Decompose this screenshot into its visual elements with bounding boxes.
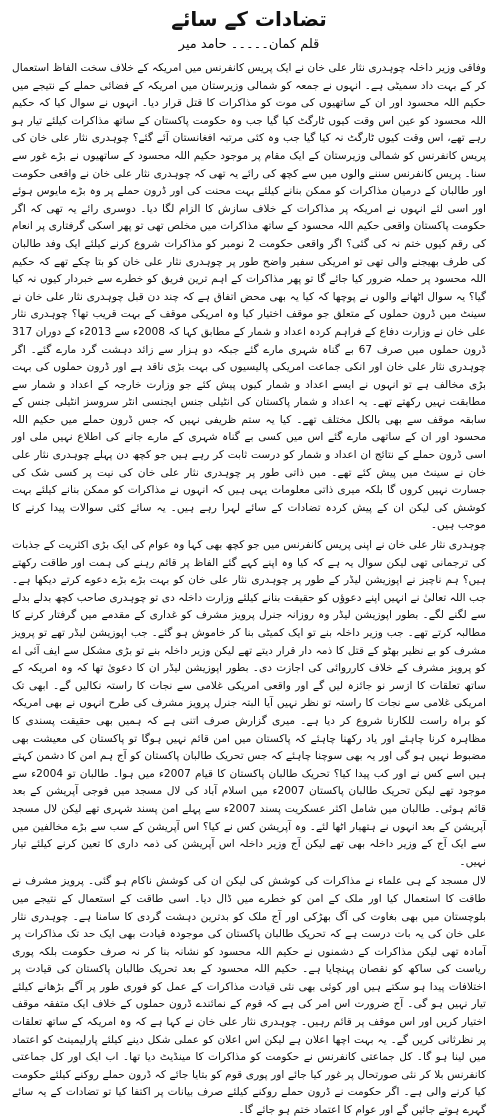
column-body [12, 60, 486, 1120]
column-title: تضادات کے سائے [171, 7, 327, 31]
paragraph-1: وفاقی وزیر داخلہ چوہدری نثار علی خان نے ایک پریس کانفرنس میں امریکہ کے خلاف سخت الفاظ استعمال کر کے بہت داد سمیٹی ہے۔ انہوں نے جمعہ کو شمالی وزیرستان میں امریکہ کے فضائی حملے کے نتیجے میں حکیم اللہ محسود اور ان کے ساتھیوں کی موت کو مذاکرات کا قتل قرار دیا۔ انہوں نے سوال کیا کہ حکیم اللہ محسود کو عین اس وقت کیوں ٹارگٹ کیا گیا جب وہ حکومت پاکستان کے ساتھ مذاکرات کیلئے تیار ہو رہے تھے، اس وقت کیوں ٹارگٹ نہ کیا گیا جب وہ کئی مرتبہ افغانستان آئے گئے؟ چوہدری نثار علی خان کی پریس کانفرنس کو شمالی وزیرستان کے ایک مقام پر موجود حکیم اللہ محسود کے ساتھیوں نے بڑے غور سے سنا۔ پریس کانفرنس سننے والوں میں سے کچھ کی رائے یہ تھی کہ چوہدری نثار علی خان نے واقعی حکومت اور طالبان کے درمیان مذاکرات کو ممکن بنانے کیلئے بہت محنت کی اور ڈرون حملے پر وہ بڑے مایوس ہوئے اور اسی لئے انہوں نے امریکہ پر مذاکرات کے خلاف سازش کا الزام لگا دیا۔ دوسری رائے یہ تھی کہ اگر حکومت پاکستان واقعی حکیم اللہ محسود کے ساتھ مذاکرات میں مخلص تھی تو پھر اسکی گرفتاری پر انعام کی رقم کیوں ختم نہ کی گئی؟ اگر واقعی حکومت 2 نومبر کو مذاکرات شروع کرنے کیلئے ایک وفد طالبان کی طرف بھیجنے والی تھی تو امریکی سفیر واضح طور پر چوہدری نثار علی خان کو بتا چکے تھے کہ حکیم اللہ محسود پر حملہ ضرور کیا جائے گا تو پھر مذاکرات کے اہم ترین فریق کو خطرے سے خبردار کیوں نہ کیا گیا؟ یہ سوال اٹھانے والوں نے پوچھا کہ کیا یہ بھی محض اتفاق ہے کہ چند دن قبل چوہدری نثار علی خان نے سینٹ میں ڈرون حملوں کے متعلق جو موقف اختیار کیا وہ امریکی موقف کے بہت قریب تھا؟ چوہدری نثار علی خان نے وزارت دفاع کے فراہم کردہ اعداد و شمار کے مطابق کہا کہ 2008ء سے 2013ء کے دوران 317 ڈرون حملوں میں صرف 67 بے گناہ شہری مارے گئے جبکہ دو ہزار سے زائد دہشت گرد مارے گئے۔ اگر چوہدری نثار علی خان اور انکی جماعت امریکی پالیسیوں کی بہت بڑی ناقد ہے اور ڈرون حملوں کی بہت بڑی مخالف ہے تو انہوں نے ایسے اعداد و شمار کیوں پیش کئے جو وزارت خارجہ کے اعداد و شمار سے مطابقت نہیں رکھتے تھے۔ یہ اعداد و شمار پاکستان کی انٹیلی جنس ایجنسی انٹر سروسز انٹیلی جنس کے سابقہ موقف سے بھی بالکل مختلف تھے۔ کیا یہ ستم ظریفی نہیں کہ جس ڈرون حملے میں حکیم اللہ محسود اور ان کے ساتھی مارے گئے اس میں کسی بے گناہ شہری کے مارے جانے کی اطلاع نہیں ملی اور اسی ڈرون حملے کے نتائج ان اعداد و شمار کو درست ثابت کر رہے ہیں جو کچھ دن پہلے چوہدری نثار علی خان نے سینٹ میں پیش کئے تھے۔ میں ذاتی طور پر چوہدری نثار علی خان کی نیت پر کسی شک کی جسارت نہیں کروں گا بلکہ میری ذاتی معلومات یہی ہیں کہ انہوں نے مذاکرات کو ممکن بنانے کیلئے بہت کوشش کی لیکن ان کے پیش کردہ تضادات کے سائے لہرا رہے ہیں۔ یہ سائے کئی سوالات پیدا کرنے کا موجب ہیں۔ [12, 62, 487, 532]
column-byline: قلم کمان۔۔۔۔۔ حامد میر [178, 37, 320, 52]
paragraph-2: چوہدری نثار علی خان نے اپنی پریس کانفرنس میں جو کچھ بھی کہا وہ عوام کی ایک بڑی اکثریت کے جذبات کی ترجمانی تھی لیکن سوال یہ ہے کہ کیا وہ اپنے کہے گئے الفاظ پر قائم رہنے کی ہمت اور طاقت رکھتے ہیں؟ ہم ناچیز نے اپوزیشن لیڈر کے طور پر چوہدری نثار علی خان کو بہت بڑے بڑے دعوے کرتے دیکھا ہے۔ جب اللہ تعالیٰ نے انہیں اپنے دعوؤں کو حقیقت بنانے کیلئے وزارت داخلہ دی تو چوہدری صاحب کچھ بدلے بدلے سے لگنے لگے۔ بطور اپوزیشن لیڈر وہ روزانہ جنرل پرویز مشرف کو غداری کے مقدمے میں گرفتار کرنے کا مطالبہ کرتے تھے۔ جب وزیر داخلہ بنے تو ایک کمیٹی بنا کر خاموش ہو گئے۔ جب اپوزیشن لیڈر تھے تو پرویز مشرف کو بے نظیر بھٹو کے قتل کا ذمہ دار قرار دیتے تھے لیکن وزیر داخلہ بنے تو بڑی مشکل سے ایف آئی اے کو پرویز مشرف کے خلاف کارروائی کی اجازت دی۔ بطور اپوزیشن لیڈر ان کا دعویٰ تھا کہ وہ امریکہ کے ساتھ تعلقات کا ازسر نو جائزہ لیں گے اور واقعی امریکی غلامی سے نجات کا راستہ نکالیں گے۔ ابھی تک امریکی غلامی سے نجات کا راستہ تو نظر نہیں آیا البتہ جنرل پرویز مشرف کی طرح انہوں نے بھی امریکہ کو براہ راست للکارنا شروع کر دیا ہے۔ میری گزارش صرف اتنی ہے کہ ہمیں بھی حقیقت پسندی کا مظاہرہ کرنا چاہئے اور یاد رکھنا چاہئے کہ پاکستان میں امن قائم نہیں ہوگا تو پاکستان کی معیشت بھی مضبوط نہیں ہو گی اور یہ بھی سوچنا چاہئے کہ جس تحریک طالبان پاکستان کو آج ہم امن کا دشمن کہتے ہیں اسے کس نے اور کب پیدا کیا؟ تحریک طالبان پاکستان کا قیام 2007ء میں ہوا۔ طالبان تو 2004ء سے موجود تھے لیکن تحریک طالبان پاکستان 2007ء میں اسلام آباد کی لال مسجد میں فوجی آپریشن کے بعد قائم ہوئی۔ طالبان میں شامل اکثر عسکریت پسند 2007ء سے پہلے امن پسند شہری تھے لیکن لال مسجد آپریشن کے بعد انہوں نے ہتھیار اٹھا لئے۔ وہ آپریشن کس نے کیا؟ اس آپریشن کے سب سے بڑے مخالفین میں سے ایک آج کے وزیر داخلہ بھی تھے لیکن آج وزیر داخلہ اس آپریشن کی ذمہ داری کا تعین کرنے کیلئے تیار نہیں۔ [12, 539, 487, 868]
paragraph-3: لال مسجد کے ہی علماء نے مذاکرات کی کوشش کی لیکن ان کی کوشش ناکام ہو گئی۔ پرویز مشرف نے طاقت کا استعمال کیا اور ملک کے امن کو خطرے میں ڈال دیا۔ اسی طاقت کے استعمال کے نتیجے میں بلوچستان میں بھی بغاوت کی آگ بھڑکی اور آج ملک کو بدترین دہشت گردی کا سامنا ہے۔ چوہدری نثار علی خان کی یہ بات درست ہے کہ تحریک طالبان پاکستان کی موجودہ قیادت بھی ایک حد تک مذاکرات پر آمادہ تھی لیکن مذاکرات کے دشمنوں نے حکیم اللہ محسود کو نشانہ بنا کر نہ صرف حکومت بلکہ پوری ریاست کی ساکھ کو نقصان پہنچایا ہے۔ حکیم اللہ محسود کے بعد تحریک طالبان پاکستان کی قیادت پر اختلافات پیدا ہو سکتے ہیں اور کوئی بھی نئی قیادت مذاکرات کے عمل کو فوری طور پر آگے بڑھانے کیلئے تیار نہیں ہو گی۔ آج ضرورت اس امر کی ہے کہ قوم کے نمائندے ڈرون حملوں کے خلاف ایک متفقہ موقف اختیار کریں اور اس موقف پر قائم رہیں۔ چوہدری نثار علی خان نے کہا ہے کہ وہ امریکہ کے ساتھ تعلقات پر نظرثانی کریں گے۔ یہ بہت اچھا اعلان ہے لیکن اس اعلان کو عملی شکل دینے کیلئے پارلیمینٹ کو اعتماد میں لینا ہو گا۔ کل جماعتی کانفرنس نے حکومت کو مذاکرات کا مینڈیٹ دیا تھا۔ اب ایک اور کل جماعتی کانفرنس بلا کر نئی صورتحال پر غور کیا جائے اور پوری قوم کو بتایا جائے کہ ڈرون حملے روکنے کیلئے حکومت کیا کرنے والی ہے۔ اگر حکومت نے ڈرون حملے روکنے کیلئے صرف بیانات پر اکتفا کیا تو تضادات کے یہ سائے گہرے ہوتے جائیں گے اور عوام کا اعتماد ختم ہو جائے گا۔ [12, 875, 486, 1117]
